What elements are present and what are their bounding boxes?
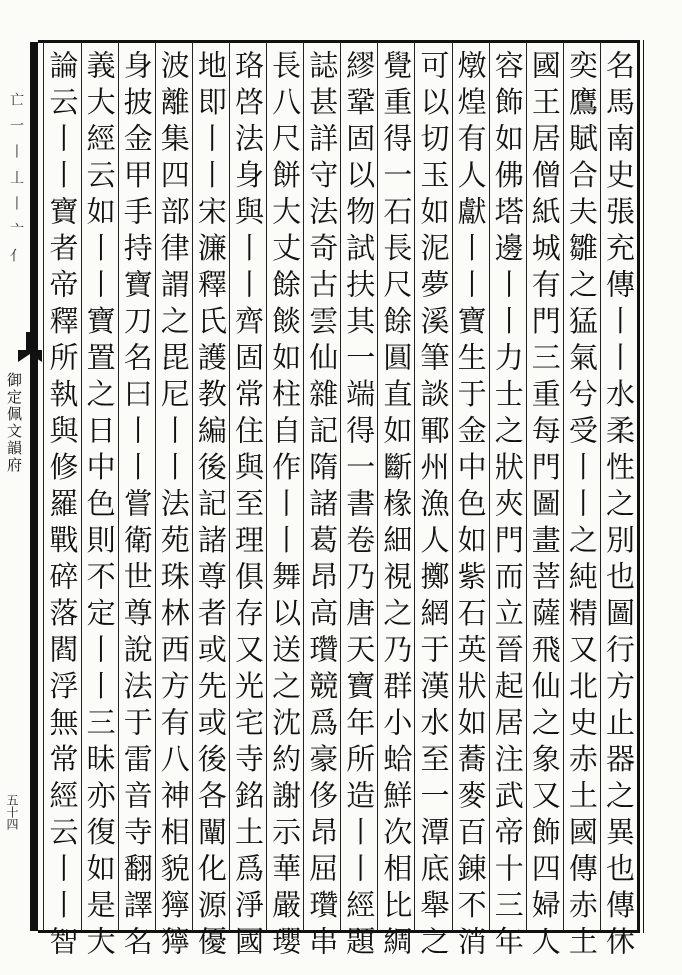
- column-rule: [563, 42, 564, 931]
- book-title: 御定佩文韻府: [5, 372, 23, 474]
- text-column: [378, 50, 414, 963]
- text-column: [341, 50, 377, 963]
- text-column: [304, 50, 340, 963]
- column-rule: [303, 42, 304, 931]
- text-column: [230, 50, 265, 963]
- column-rule: [377, 42, 378, 931]
- column-rule: [43, 42, 44, 931]
- top-border: [38, 40, 640, 43]
- column-rule: [118, 42, 119, 931]
- column-text: 論云丨丨寶者帝釋所執與修羅戰碎落閻浮無常經云丨丨智: [45, 50, 80, 963]
- column-text: 珞啓法身與丨丨齊固常住與至理俱存又光宅寺銘土爲淨國: [230, 50, 265, 963]
- text-column: [44, 50, 80, 963]
- text-column: [267, 50, 303, 963]
- column-text: 燉煌有人獻丨丨寶生于金中色如紫石英狀如蕎麥百錬不消: [453, 50, 488, 963]
- column-rule: [340, 42, 341, 931]
- column-rule: [266, 42, 267, 931]
- page-margin: [0, 42, 30, 931]
- column-text: 容飾如佛塔邊丨丨力士之狀夾門而立晉起居注武帝十三年: [490, 50, 525, 963]
- margin-rule: [30, 42, 38, 931]
- right-border: [637, 40, 640, 933]
- text-column: [156, 50, 191, 963]
- column-rule: [229, 42, 230, 931]
- column-text: 奕鷹賦合夫雛之猛氣兮受丨丨之純精又北史赤土國傳赤土: [564, 50, 599, 963]
- column-text: 國王居僧紙城有門三重每門圖畫菩薩飛仙之象又飾四婦人: [527, 50, 562, 963]
- column-text: 身披金甲手持寶刀名曰丨丨嘗衛世尊說法于雷音寺翻譯名: [119, 50, 154, 963]
- column-text: 義大經云如丨丨寶置之日中色則不定丨丨三昧亦復如是大: [82, 50, 117, 963]
- text-column: [564, 50, 599, 963]
- text-column: [527, 50, 562, 963]
- column-rule: [452, 42, 453, 931]
- column-text: 誌甚詳守法奇古雲仙雜記隋諸葛昂高瓚競爲豪侈昂屈瓚串: [305, 50, 340, 963]
- column-rule: [414, 42, 415, 931]
- column-rule: [155, 42, 156, 931]
- column-text: 名馬南史張充傳丨丨水柔性之別也圖行方止器之異也傳休: [601, 50, 636, 963]
- column-rule: [489, 42, 490, 931]
- text-column: [453, 50, 488, 963]
- column-rule: [81, 42, 82, 931]
- text-column: [82, 50, 117, 963]
- right-border-inner: [643, 40, 644, 933]
- column-text: 繆鞏固以物試扶其一端得一書卷乃唐天寶年所造丨丨經題: [342, 50, 377, 963]
- text-column: [490, 50, 525, 963]
- column-text: 覺重得一石長尺餘圓直如斷椽細視之乃群小蛤鮮次相比綢: [379, 50, 414, 963]
- column-rule: [526, 42, 527, 931]
- text-column: [193, 50, 228, 963]
- column-rule: [192, 42, 193, 931]
- column-text: 地即丨丨宋濂釋氏護教編後記諸尊者或先或後各闡化源優: [193, 50, 228, 963]
- column-rule: [600, 42, 601, 931]
- text-column: [601, 50, 636, 963]
- column-text: 長八尺餅大丈餘餤如柱自作丨丨舞以送之沈約謝示華嚴瓔: [268, 50, 303, 963]
- text-column: [415, 50, 451, 963]
- page-number: 五十四: [5, 794, 19, 830]
- text-column: [119, 50, 154, 963]
- column-text: 可以切玉如泥夢溪筆談鄆州漁人擲網于漢水至一潭底舉之: [416, 50, 451, 963]
- column-text: 波離集四部律謂之毘尼丨丨法苑珠林西方有八神相貌獰獰: [156, 50, 191, 963]
- margin-marks: 亡一丨丄丨亠亻: [8, 92, 24, 274]
